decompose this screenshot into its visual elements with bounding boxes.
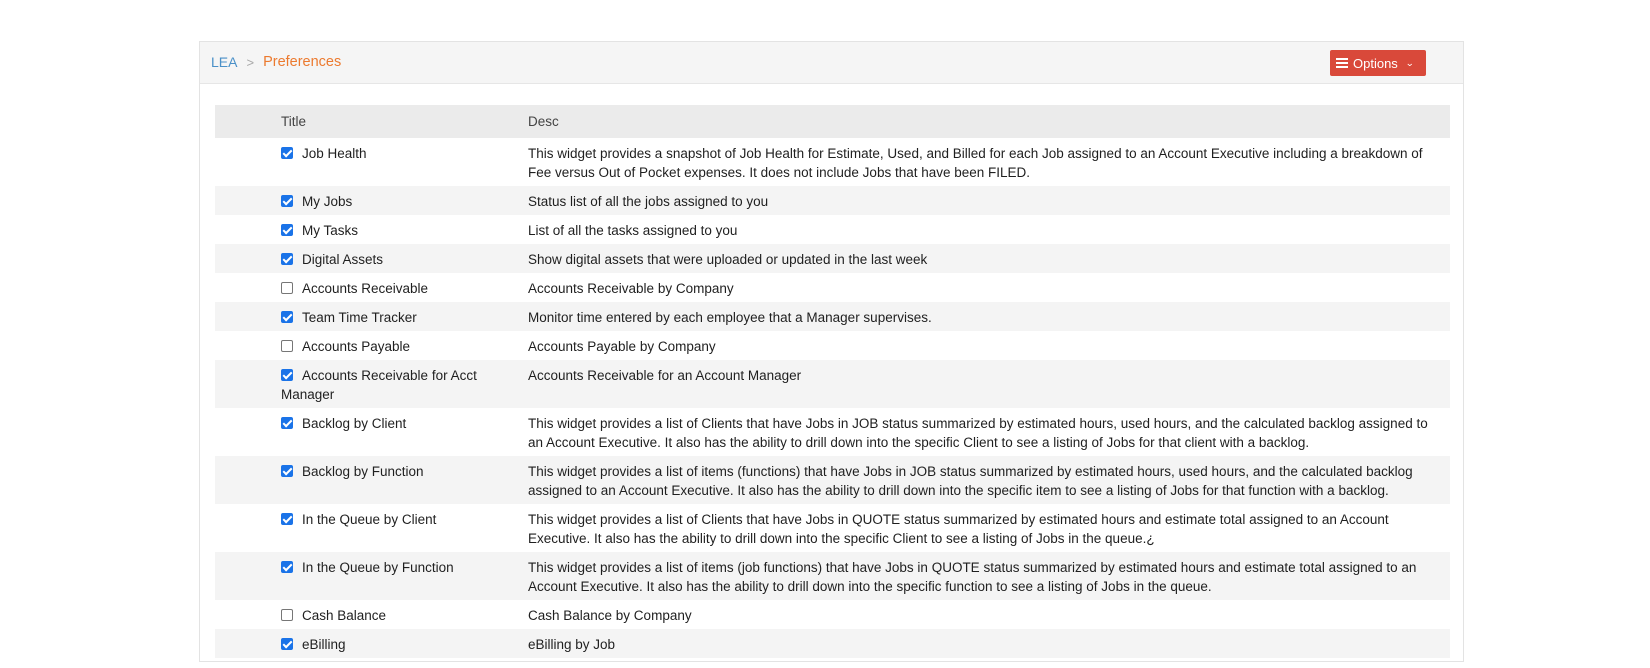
- widget-description: Accounts Receivable for an Account Manager: [528, 360, 1450, 408]
- table-row: [215, 215, 1450, 244]
- widget-title-cell: [215, 138, 528, 186]
- table-row: [215, 600, 1450, 629]
- table-row: [215, 302, 1450, 331]
- widget-title: eBilling: [302, 637, 346, 652]
- widget-enable-checkbox[interactable]: [281, 147, 293, 159]
- options-button[interactable]: [1330, 50, 1426, 76]
- widget-title: Backlog by Function: [302, 464, 424, 479]
- widget-description: This widget provides a list of Clients that have Jobs in JOB status summarized by estimated hours, used hours, and the calculated backlog assigned to an Account Executive. It also has the ability to drill down into the specific Client to see a listing of Jobs for that client with a backlog.: [528, 408, 1450, 456]
- widget-title: Backlog by Client: [302, 416, 407, 431]
- table-row: [215, 456, 1450, 504]
- widget-title: In the Queue by Function: [302, 560, 454, 575]
- widget-enable-checkbox[interactable]: [281, 561, 293, 573]
- widget-enable-checkbox[interactable]: [281, 311, 293, 323]
- widget-enable-checkbox[interactable]: [281, 282, 293, 294]
- breadcrumb-separator: >: [246, 54, 255, 70]
- widget-title: Accounts Receivable: [302, 281, 429, 296]
- panel-header: [200, 42, 1463, 84]
- widget-title: Accounts Payable: [302, 339, 411, 354]
- breadcrumb-root-link[interactable]: LEA: [211, 54, 238, 70]
- widget-description: This widget provides a list of Clients that have Jobs in QUOTE status summarized by estimated hours and estimate total assigned to an Account Executive. It also has the ability to drill down into the specific Client to see a listing of Jobs in the queue.¿: [528, 504, 1450, 552]
- table-row: [215, 331, 1450, 360]
- widget-title-cell: [215, 629, 528, 658]
- preferences-table: [215, 105, 1450, 658]
- widget-description: Accounts Payable by Company: [528, 331, 1450, 360]
- widget-description: eBilling by Job: [528, 629, 1450, 658]
- table-row: [215, 408, 1450, 456]
- widget-description: This widget provides a list of items (functions) that have Jobs in JOB status summarized by estimated hours, used hours, and the calculated backlog assigned to an Account Executive. It also has the ability to drill down into the specific item to see a listing of Jobs for that function with a backlog.: [528, 456, 1450, 504]
- widget-description: Accounts Receivable by Company: [528, 273, 1450, 302]
- widget-enable-checkbox[interactable]: [281, 369, 293, 381]
- widget-title: Team Time Tracker: [302, 310, 417, 325]
- widget-description: Show digital assets that were uploaded or updated in the last week: [528, 244, 1450, 273]
- widget-title-cell: [215, 600, 528, 629]
- widget-title-cell: [215, 331, 528, 360]
- preferences-table-wrap: [215, 105, 1450, 658]
- widget-description: Status list of all the jobs assigned to you: [528, 186, 1450, 215]
- widget-title-cell: [215, 215, 528, 244]
- widget-title-cell: [215, 504, 528, 552]
- widget-description: Cash Balance by Company: [528, 600, 1450, 629]
- widget-enable-checkbox[interactable]: [281, 417, 293, 429]
- breadcrumb-current: Preferences: [263, 54, 342, 70]
- widget-enable-checkbox[interactable]: [281, 195, 293, 207]
- table-body: [215, 138, 1450, 658]
- table-row: [215, 629, 1450, 658]
- widget-title: Accounts Receivable for Acct Manager: [281, 368, 477, 402]
- widget-description: Monitor time entered by each employee that a Manager supervises.: [528, 302, 1450, 331]
- table-row: [215, 138, 1450, 186]
- widget-title-cell: [215, 360, 528, 408]
- widget-title: Digital Assets: [302, 252, 384, 267]
- widget-title-cell: [215, 408, 528, 456]
- preferences-panel: [199, 41, 1464, 662]
- widget-title-cell: [215, 456, 528, 504]
- widget-enable-checkbox[interactable]: [281, 638, 293, 650]
- widget-title: My Jobs: [302, 194, 353, 209]
- widget-title-cell: [215, 186, 528, 215]
- table-row: [215, 552, 1450, 600]
- widget-title: In the Queue by Client: [302, 512, 437, 527]
- table-row: [215, 244, 1450, 273]
- column-header-title[interactable]: Title: [215, 105, 528, 138]
- widget-description: List of all the tasks assigned to you: [528, 215, 1450, 244]
- widget-enable-checkbox[interactable]: [281, 340, 293, 352]
- widget-description: This widget provides a snapshot of Job Health for Estimate, Used, and Billed for each Job assigned to an Account Executive including a breakdown of Fee versus Out of Pocket expenses. It does not include Jobs that have been FILED.: [528, 138, 1450, 186]
- options-button-label: Options: [1353, 55, 1398, 71]
- widget-description: This widget provides a list of items (job functions) that have Jobs in QUOTE status summarized by estimated hours and estimate total assigned to an Account Executive. It also has the ability to drill down into the specific function to see a listing of Jobs in the queue.: [528, 552, 1450, 600]
- table-row: [215, 504, 1450, 552]
- widget-title: My Tasks: [302, 223, 359, 238]
- widget-title-cell: [215, 273, 528, 302]
- widget-title-cell: [215, 552, 528, 600]
- list-icon: [1336, 58, 1348, 68]
- widget-enable-checkbox[interactable]: [281, 609, 293, 621]
- widget-title: Job Health: [302, 146, 367, 161]
- widget-enable-checkbox[interactable]: [281, 465, 293, 477]
- table-header-row: [215, 105, 1450, 138]
- column-header-desc[interactable]: Desc: [528, 105, 1450, 138]
- widget-enable-checkbox[interactable]: [281, 513, 293, 525]
- widget-title-cell: [215, 302, 528, 331]
- table-row: [215, 360, 1450, 408]
- widget-title-cell: [215, 244, 528, 273]
- widget-enable-checkbox[interactable]: [281, 253, 293, 265]
- widget-title: Cash Balance: [302, 608, 387, 623]
- breadcrumb: [211, 54, 341, 70]
- widget-enable-checkbox[interactable]: [281, 224, 293, 236]
- chevron-down-icon: ⌄: [1405, 57, 1415, 68]
- table-row: [215, 273, 1450, 302]
- table-row: [215, 186, 1450, 215]
